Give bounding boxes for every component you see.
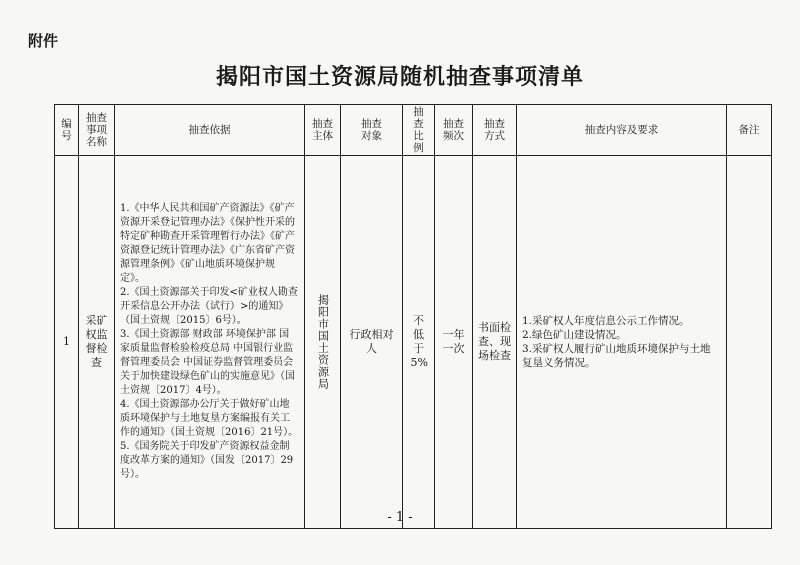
table-row	[55, 156, 772, 529]
column-header-number: 编号	[55, 105, 79, 156]
content-item: 3.采矿权人履行矿山地质环境保护与土地复垦义务情况。	[522, 343, 711, 369]
content-item: 2.绿色矿山建设情况。	[522, 329, 627, 341]
cell-basis	[115, 156, 305, 529]
column-header-method: 抽查方式	[473, 105, 517, 156]
basis-item: 5.《国务院关于印发矿产资源权益金制度改革方案的通知》（国发〔2017〕29号）。	[120, 441, 294, 480]
basis-item: 1.《中华人民共和国矿产资源法》《矿产资源开采登记管理办法》《保护性开采的特定矿种勘查开采管理暂行办法》《矿产资源登记统计管理办法》《广东省矿产资源管理条例》《矿山地质环境保护规定》。	[120, 203, 295, 284]
column-header-subject: 抽查主体	[305, 105, 341, 156]
column-header-frequency: 抽查频次	[435, 105, 473, 156]
basis-item: 3.《国土资源部 财政部 环境保护部 国家质量监督检验检疫总局 中国银行业监督管理委员会 中国证券监督管理委员会关于加快建设绿色矿山的实施意见》（国土资规〔2017〕4号）。	[120, 329, 295, 396]
column-header-remark: 备注	[727, 105, 772, 156]
inspection-items-table	[54, 104, 772, 529]
cell-target: 行政相对人	[341, 156, 403, 529]
column-header-content: 抽查内容及要求	[517, 105, 727, 156]
cell-content	[517, 156, 727, 529]
page-number: - 1 -	[387, 510, 413, 525]
column-header-basis: 抽查依据	[115, 105, 305, 156]
attachment-label: 附件	[28, 32, 59, 50]
content-item: 1.采矿权人年度信息公示工作情况。	[522, 315, 690, 327]
cell-ratio: 不低于5%	[403, 156, 435, 529]
column-header-ratio: 抽查比例	[403, 105, 435, 156]
basis-item: 2.《国土资源部关于印发<矿业权人勘查开采信息公开办法（试行）>的通知》（国土资规〔2015〕6号）。	[120, 287, 298, 326]
column-header-target: 抽查对象	[341, 105, 403, 156]
cell-method: 书面检查、现场检查	[473, 156, 517, 529]
cell-subject: 揭阳市国土资源局	[305, 156, 341, 529]
cell-frequency: 一年一次	[435, 156, 473, 529]
cell-remark	[727, 156, 772, 529]
cell-item-name: 采矿权监督检查	[79, 156, 115, 529]
cell-number: 1	[55, 156, 79, 529]
column-header-item-name: 抽查事项名称	[79, 105, 115, 156]
document-title: 揭阳市国土资源局随机抽查事项清单	[215, 64, 584, 90]
basis-item: 4.《国土资源部办公厅关于做好矿山地质环境保护与土地复垦方案编报有关工作的通知》（国土资规〔2016〕21号）。	[120, 399, 299, 438]
table-header-row	[55, 105, 772, 156]
